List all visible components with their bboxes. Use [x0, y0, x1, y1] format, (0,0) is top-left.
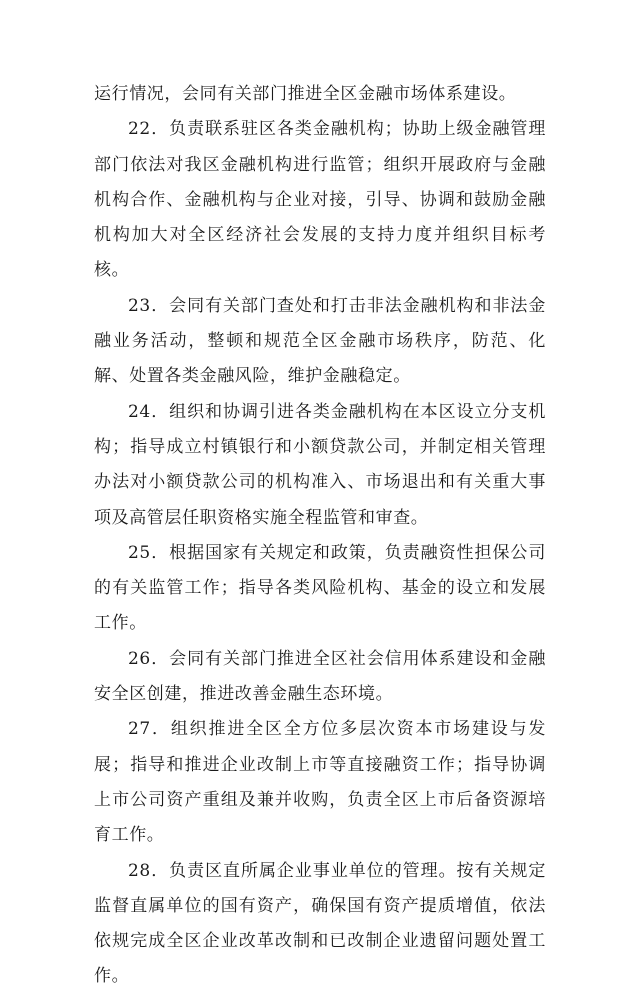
paragraph-continuation: 运行情况，会同有关部门推进全区金融市场体系建设。: [94, 84, 517, 104]
document-body: [94, 77, 546, 995]
paragraph-item-27: 27．组织推进全区全方位多层次资本市场建设与发展；指导和推进企业改制上市等直接融资工作；指导协调上市公司资产重组及兼并收购，负责全区上市后备资源培育工作。: [94, 719, 546, 846]
paragraph-item-24: 24．组织和协调引进各类金融机构在本区设立分支机构；指导成立村镇银行和小额贷款公司，并制定相关管理办法对小额贷款公司的机构准入、市场退出和有关重大事项及高管层任职资格实施全程监管和审查。: [94, 401, 546, 528]
paragraph-item-28: 28．负责区直所属企业事业单位的管理。按有关规定监督直属单位的国有资产，确保国有资产提质增值，依法依规完成全区企业改革改制和已改制企业遗留问题处置工作。: [94, 860, 546, 987]
paragraph-item-26: 26．会同有关部门推进全区社会信用体系建设和金融安全区创建，推进改善金融生态环境。: [94, 648, 546, 705]
paragraph-item-23: 23．会同有关部门查处和打击非法金融机构和非法金融业务活动，整顿和规范全区金融市场秩序，防范、化解、处置各类金融风险，维护金融稳定。: [94, 295, 546, 387]
paragraph-item-22: 22．负责联系驻区各类金融机构；协助上级金融管理部门依法对我区金融机构进行监管；组织开展政府与金融机构合作、金融机构与企业对接，引导、协调和鼓励金融机构加大对全区经济社会发展的支持力度并组织目标考核。: [94, 119, 546, 281]
paragraph-item-25: 25．根据国家有关规定和政策，负责融资性担保公司的有关监管工作；指导各类风险机构、基金的设立和发展工作。: [94, 542, 546, 634]
